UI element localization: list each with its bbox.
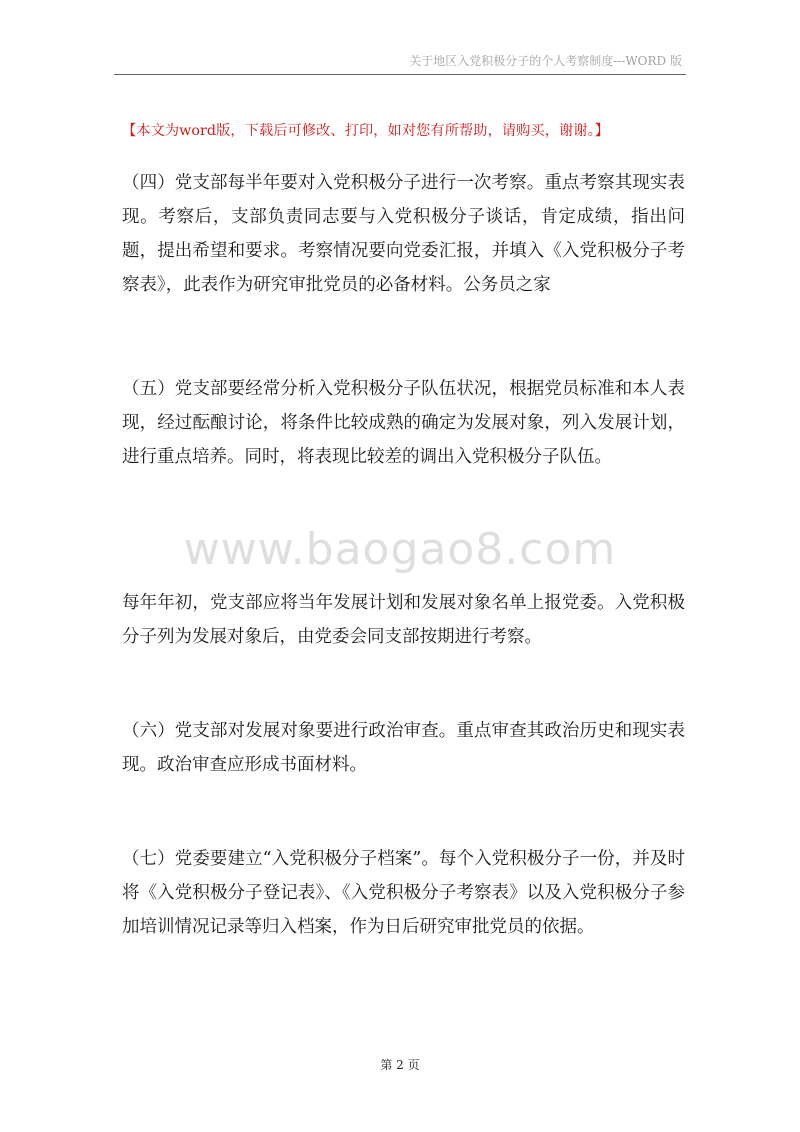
paragraph-6: （六）党支部对发展对象要进行政治审查。重点审查其政治历史和现实表现。政治审查应形成书面材料。 bbox=[122, 721, 685, 775]
paragraph-4: （四）党支部每半年要对入党积极分子进行一次考察。重点考察其现实表现。考察后，支部负责同志要与入党积极分子谈话，肯定成绩，指出问题，提出希望和要求。考察情况要向党委汇报，并填入《入党积极分子考察表》，此表作为研究审批党员的必备材料。公务员之家 bbox=[122, 173, 685, 295]
page-number: 第 2 页 bbox=[380, 1058, 420, 1072]
paragraph-7: （七）党委要建立“入党积极分子档案”。每个入党积极分子一份，并及时将《入党积极分子登记表》、《入党积极分子考察表》以及入党积极分子参加培训情况记录等归入档案，作为日后研究审批党员的依据。 bbox=[122, 849, 685, 937]
header-divider bbox=[114, 74, 686, 75]
paragraph-5: （五）党支部要经常分析入党积极分子队伍状况，根据党员标准和本人表现，经过酝酿讨论，将条件比较成熟的确定为发展对象，列入发展计划，进行重点培养。同时，将表现比较差的调出入党积极分子队伍。 bbox=[122, 379, 685, 467]
download-notice: 【本文为word版，下载后可修改、打印，如对您有所帮助，请购买，谢谢。】 bbox=[122, 123, 610, 139]
paragraph-annual-report: 每年年初，党支部应将当年发展计划和发展对象名单上报党委。入党积极分子列为发展对象后，由党委会同支部按期进行考察。 bbox=[122, 593, 685, 647]
watermark: www.baogao8.com bbox=[183, 524, 617, 575]
running-header: 关于地区入党积极分子的个人考察制度---WORD 版 bbox=[409, 54, 682, 68]
